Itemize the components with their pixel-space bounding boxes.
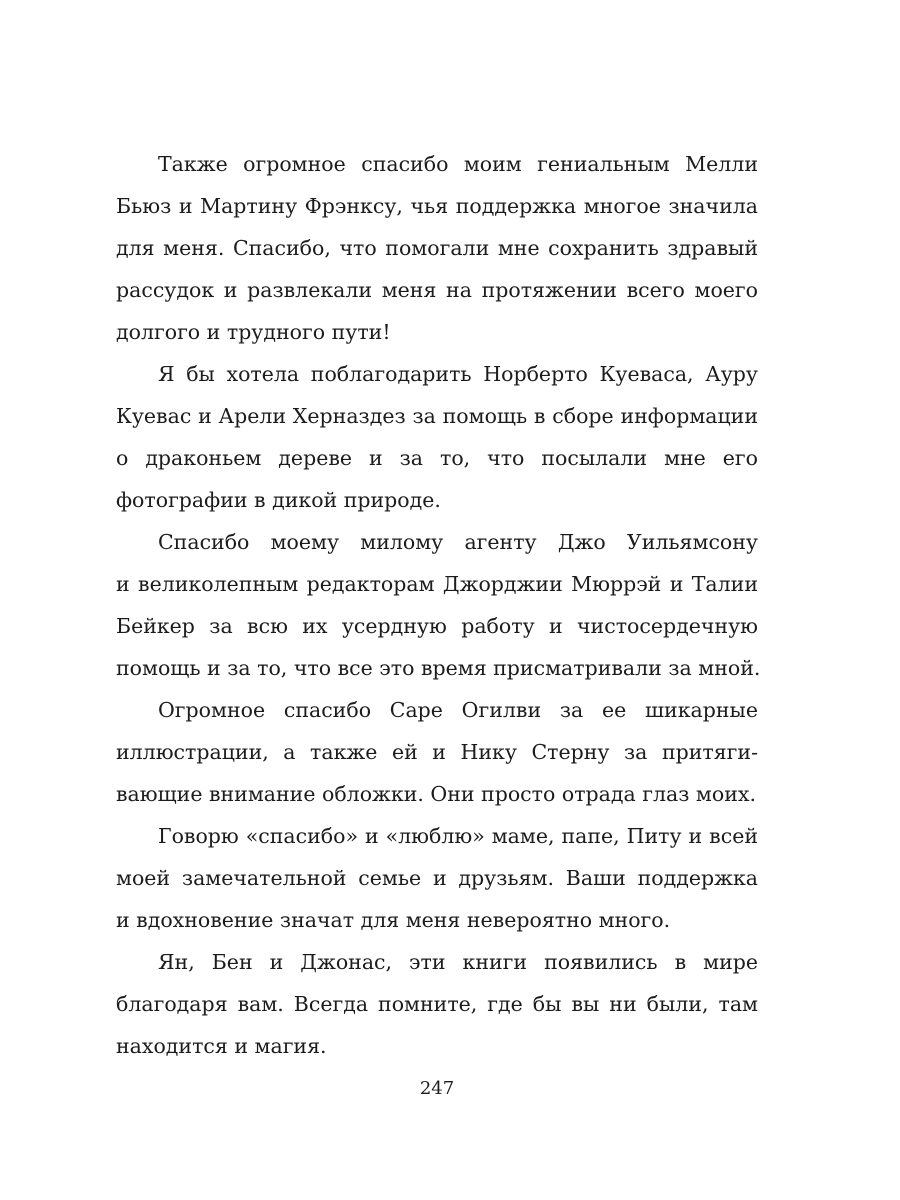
text-line: находится и магия. <box>116 1034 327 1058</box>
text-line: Также огромное спасибо моим гениальным Мелли <box>158 152 758 176</box>
text-line: рассудок и развлекали меня на протяжении всего моего <box>116 278 758 302</box>
text-line: вающие внимание обложки. Они просто отрада глаз моих. <box>116 782 756 806</box>
paragraph <box>116 353 758 521</box>
text-line: и великолепным редакторам Джорджии Мюррэй и Талии <box>116 572 758 596</box>
paragraph <box>116 941 758 1067</box>
text-line: помощь и за то, что все это время присматривали за мной. <box>116 656 761 680</box>
body-text <box>116 143 761 1067</box>
text-line: Ян, Бен и Джонас, эти книги появились в мире <box>158 950 758 974</box>
text-line: Куевас и Арели Херназдез за помощь в сборе информации <box>116 404 758 428</box>
text-line: фотографии в дикой природе. <box>116 488 441 512</box>
text-line: для меня. Спасибо, что помогали мне сохранить здравый <box>116 236 758 260</box>
text-line: Я бы хотела поблагодарить Норберто Куеваса, Ауру <box>158 362 758 386</box>
text-line: Огромное спасибо Саре Огилви за ее шикарные <box>158 698 758 722</box>
paragraph <box>116 689 758 815</box>
text-line: долгого и трудного пути! <box>116 320 391 344</box>
text-line: иллюстрации, а также ей и Нику Стерну за притяги- <box>116 740 758 764</box>
text-line: Спасибо моему милому агенту Джо Уильямсону <box>158 530 758 554</box>
text-line: Бейкер за всю их усердную работу и чистосердечную <box>116 614 758 638</box>
page-number: 247 <box>419 1078 455 1099</box>
paragraph <box>116 521 761 689</box>
paragraph <box>116 815 758 941</box>
text-line: о драконьем дереве и за то, что посылали мне его <box>116 446 758 470</box>
text-line: Говорю «спасибо» и «люблю» маме, папе, Питу и всей <box>158 824 758 848</box>
paragraph <box>116 143 758 353</box>
text-line: благодаря вам. Всегда помните, где бы вы ни были, там <box>116 992 758 1016</box>
text-line: моей замечательной семье и друзьям. Ваши поддержка <box>116 866 758 890</box>
text-line: Бьюз и Мартину Фрэнксу, чья поддержка многое значила <box>116 194 758 218</box>
text-line: и вдохновение значат для меня невероятно много. <box>116 908 671 932</box>
